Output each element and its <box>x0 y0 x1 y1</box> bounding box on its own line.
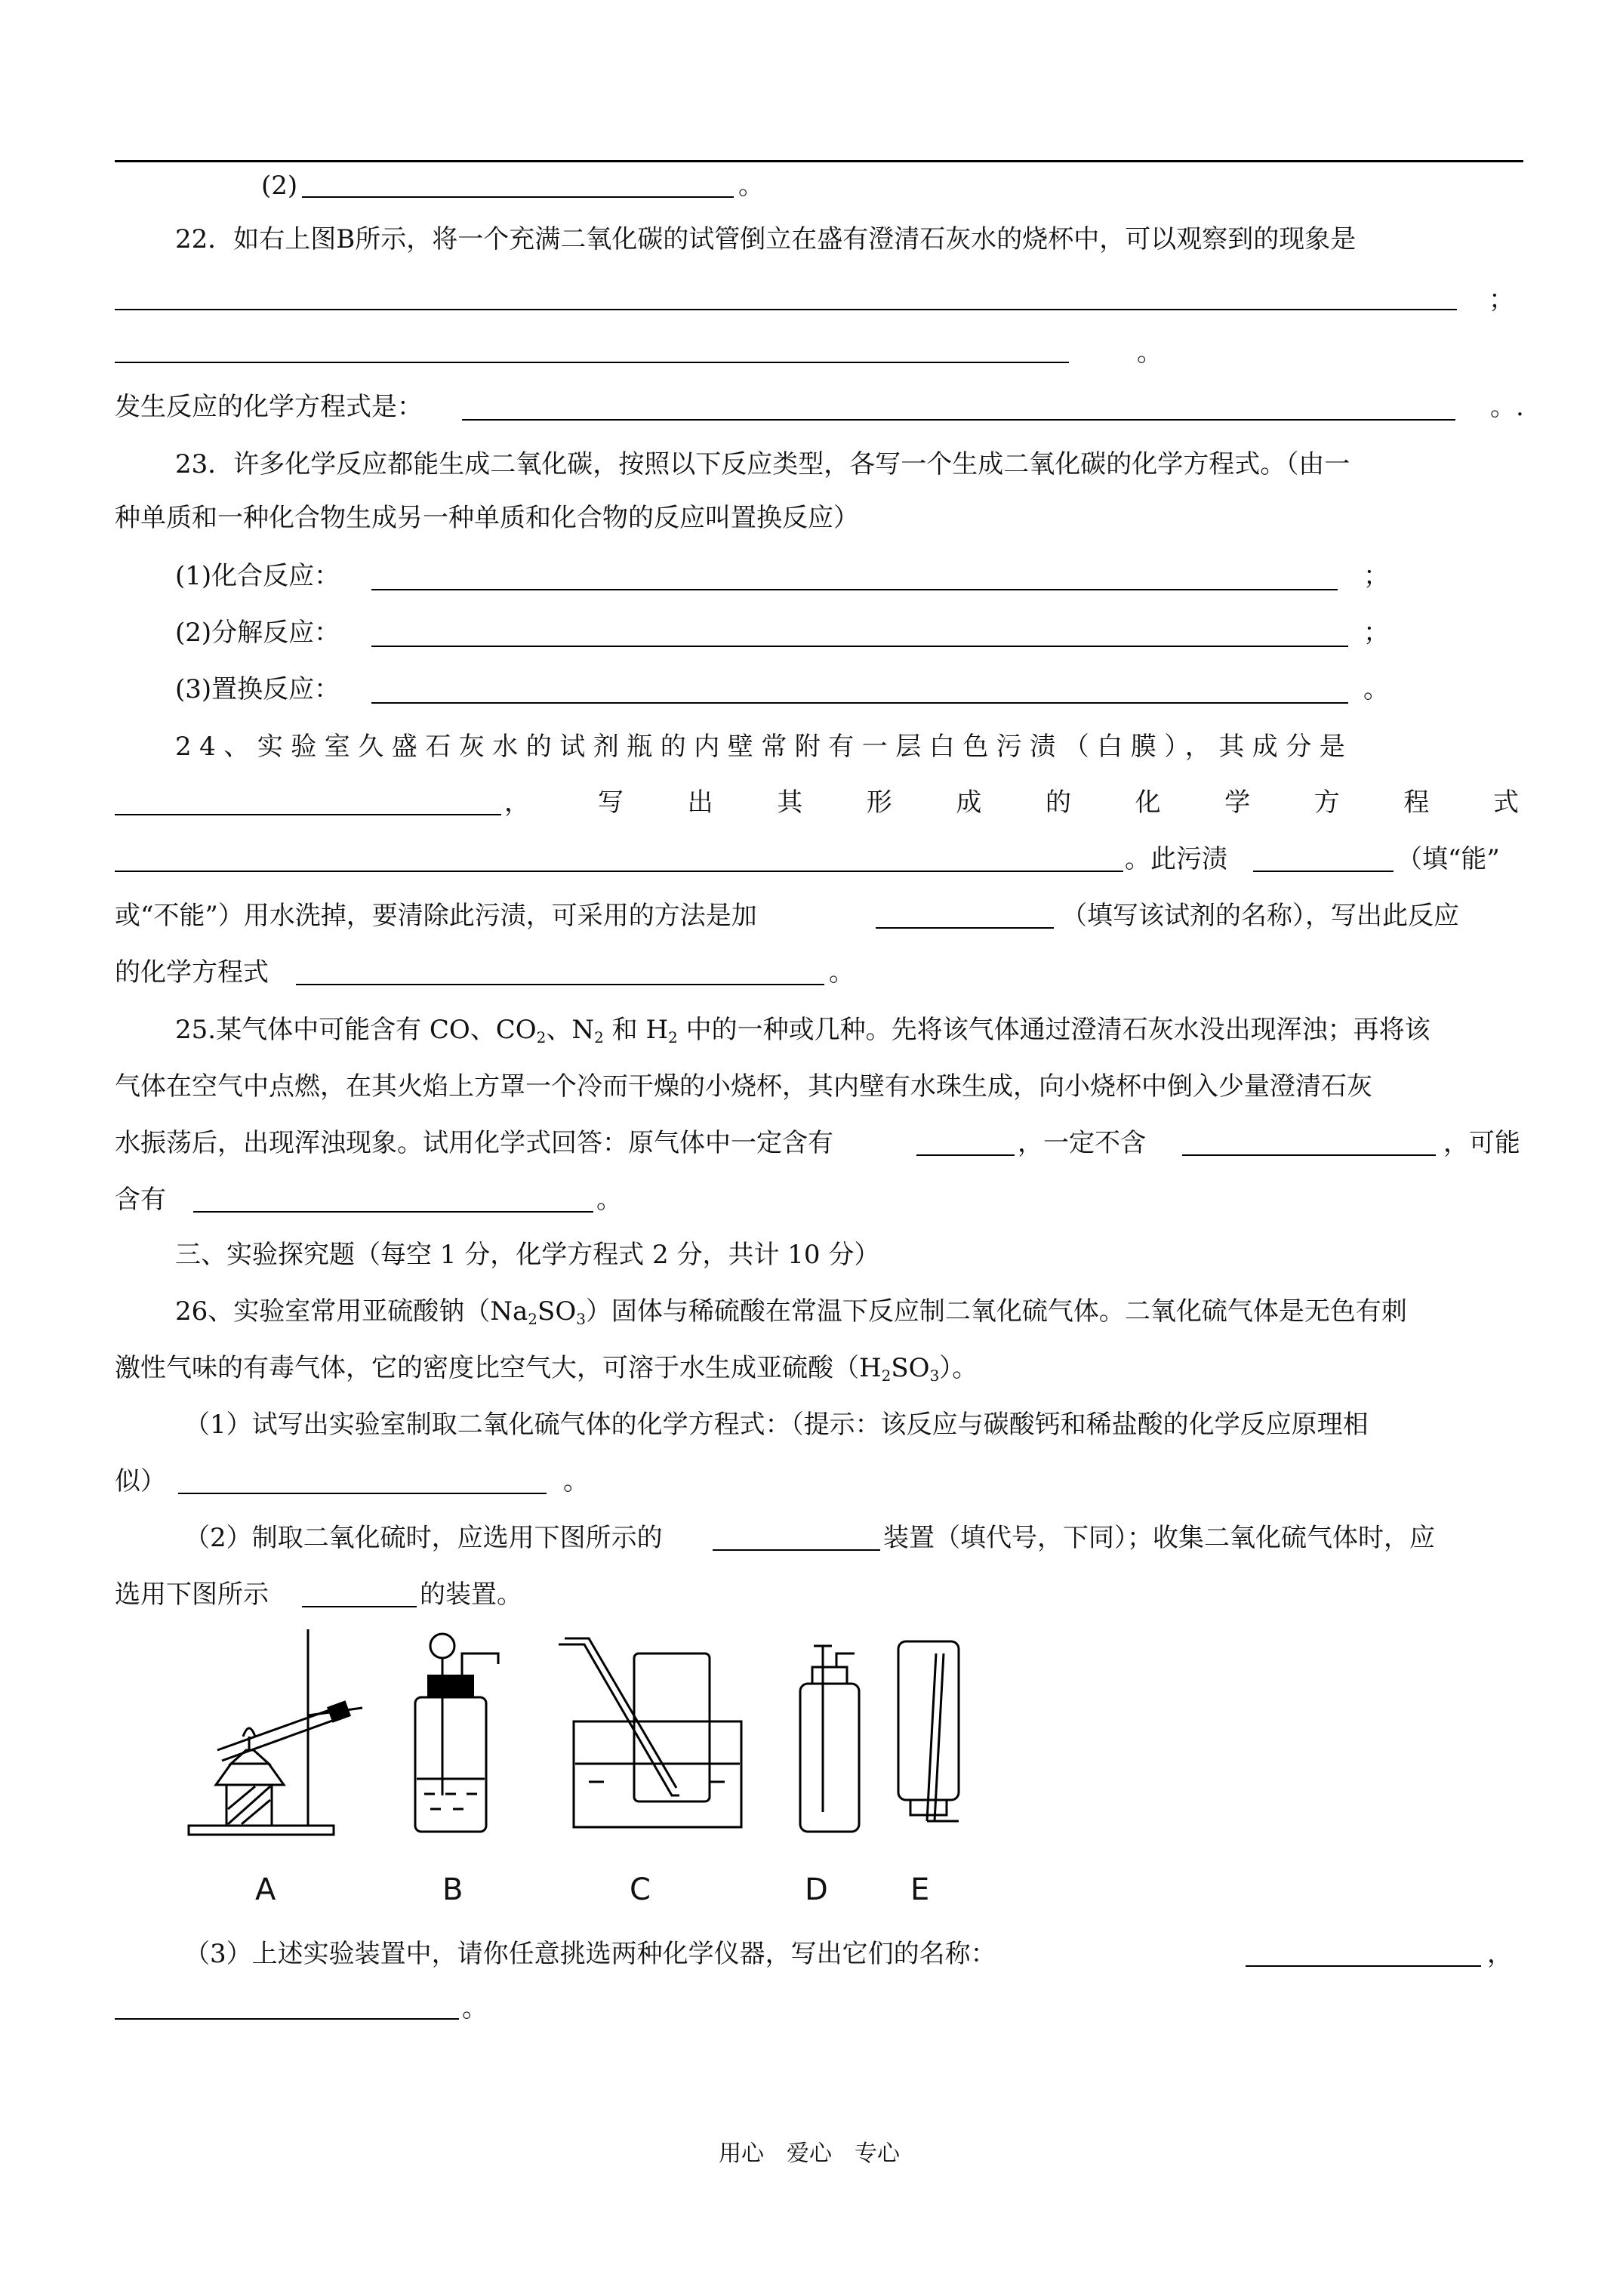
q26-p3-end: 。 <box>462 1993 488 2023</box>
q26-p3-blank-2[interactable] <box>115 2018 459 2020</box>
q26-p2-blank-generate[interactable] <box>713 1549 880 1551</box>
q26-line1-pre: 26、实验室常用亚硫酸钠（Na <box>175 1296 528 1327</box>
q25-line1-post: 中的一种或几种。先将该气体通过澄清石灰水没出现浑浊；再将该 <box>677 1015 1431 1045</box>
q26-p2-line1b: 装置（填代号，下同）；收集二氧化硫气体时，应 <box>883 1523 1435 1553</box>
q25-line3b: ，一定不含 <box>1018 1128 1146 1158</box>
q25-line1-mid2: 和 H <box>603 1015 669 1045</box>
apparatus-figure <box>181 1623 966 1850</box>
q24-word: 程 <box>1403 787 1430 818</box>
q24-word: 化 <box>1135 787 1161 818</box>
q23-line2: 种单质和一种化合物生成另一种单质和化合物的反应叫置换反应） <box>115 503 859 533</box>
q24-word: 成 <box>956 787 982 818</box>
q24-word: 学 <box>1224 787 1251 818</box>
q25-blank-must[interactable] <box>916 1154 1015 1156</box>
q25-line2: 气体在空气中点燃，在其火焰上方罩一个冷而干燥的小烧杯，其内壁有水珠生成，向小烧杯中倒入少量澄清石灰 <box>115 1071 1372 1102</box>
q26-sub: 2 <box>528 1310 538 1328</box>
q26-sub: 2 <box>881 1367 892 1385</box>
q26-line2-pre: 激性气味的有毒气体，它的密度比空气大，可溶于水生成亚硫酸（H <box>115 1353 882 1383</box>
header-rule <box>115 160 1523 162</box>
q24-word: 的 <box>1045 787 1071 818</box>
q22-eq-blank[interactable] <box>462 419 1455 421</box>
q22-eq-label: 发生反应的化学方程式是： <box>115 392 423 422</box>
q23-item1-end: ； <box>1363 561 1389 591</box>
apparatus-e-icon <box>898 1641 959 1821</box>
q24-word: 式 <box>1492 787 1519 818</box>
q21-blank[interactable] <box>302 196 734 198</box>
q26-p2-blank-collect[interactable] <box>302 1606 417 1607</box>
q26-sub: 3 <box>929 1367 940 1385</box>
q25-line3a: 水振荡后，出现浑浊现象。试用化学式回答：原气体中一定含有 <box>115 1128 833 1158</box>
q23-line1: 23．许多化学反应都能生成二氧化碳，按照以下反应类型，各写一个生成二氧化碳的化学方程式。（由一 <box>175 449 1350 479</box>
q24-blank-eq2[interactable] <box>296 984 824 985</box>
q24-word: 写 <box>598 787 624 818</box>
q24-word: 形 <box>866 787 892 818</box>
q22-semicolon: ； <box>1489 285 1514 315</box>
q25-line4: 含有 <box>115 1185 166 1215</box>
q26-p1-end: 。 <box>563 1466 589 1496</box>
q26-p2-line2b: 的装置。 <box>420 1579 522 1610</box>
q24-fill-can: （填“能” <box>1397 844 1500 874</box>
q24-blank-can[interactable] <box>1253 871 1394 872</box>
q24-line4a: 或“不能”）用水洗掉，要清除此污渍，可采用的方法是加 <box>115 901 757 931</box>
q23-item1-label: (1)化合反应： <box>175 561 340 591</box>
q26-p1-line2: 似） <box>115 1466 166 1496</box>
q23-item2-blank[interactable] <box>371 646 1348 647</box>
q24-blank-composition[interactable] <box>115 814 501 815</box>
q22-text: 22．如右上图B所示，将一个充满二氧化碳的试管倒立在盛有澄清石灰水的烧杯中，可以观察到的现象是 <box>175 224 1357 254</box>
q24-dirt-text: 。此污渍 <box>1125 844 1227 874</box>
q25-sub: 2 <box>668 1028 678 1046</box>
q21-end: 。 <box>738 171 764 201</box>
q24-blank-equation[interactable] <box>115 871 1123 872</box>
apparatus-a-icon <box>189 1629 362 1835</box>
q26-line1 <box>175 1296 1407 1328</box>
apparatus-label-d: D <box>805 1872 828 1907</box>
q24-word: 方 <box>1313 787 1340 818</box>
q22-eq-end: 。. <box>1490 392 1524 422</box>
apparatus-b-icon <box>415 1634 498 1832</box>
q26-p3-blank-1[interactable] <box>1246 1965 1481 1967</box>
q24-word: 出 <box>687 787 713 818</box>
q21-part2-label: (2) <box>261 171 298 201</box>
apparatus-c-icon <box>559 1638 741 1827</box>
q26-p2-line2a: 选用下图所示 <box>115 1579 269 1610</box>
apparatus-label-b: B <box>442 1872 463 1907</box>
q26-line2-s: SO <box>891 1353 930 1383</box>
q24-line5: 的化学方程式 <box>115 957 269 988</box>
q24-comma: ， <box>504 787 530 818</box>
q24-line1: 24、实验室久盛石灰水的试剂瓶的内壁常附有一层白色污渍（白膜），其成分是 <box>175 732 1354 762</box>
q24-word: 其 <box>777 787 803 818</box>
apparatus-label-c: C <box>630 1872 651 1907</box>
q25-blank-maybe[interactable] <box>193 1211 593 1213</box>
q22-blank-2[interactable] <box>115 362 1069 363</box>
q26-p3-line1: （3）上述实验装置中，请你任意挑选两种化学仪器，写出它们的名称： <box>184 1939 996 1969</box>
apparatus-label-e: E <box>910 1872 930 1907</box>
q26-line1-s: SO <box>537 1296 577 1327</box>
q23-item2-end: ； <box>1363 618 1389 648</box>
q26-p3-comma: ， <box>1487 1939 1513 1969</box>
q22-period: 。 <box>1137 337 1163 368</box>
q26-p1-line1: （1）试写出实验室制取二氧化硫气体的化学方程式：（提示：该反应与碳酸钙和稀盐酸的化学反应原理相 <box>184 1410 1369 1440</box>
q23-item2-label: (2)分解反应： <box>175 618 340 648</box>
q26-line2 <box>115 1353 978 1385</box>
section3-title: 三、实验探究题（每空 1 分，化学方程式 2 分，共计 10 分） <box>175 1240 880 1270</box>
q24-line4b: （填写该试剂的名称），写出此反应 <box>1061 901 1459 931</box>
q24-blank-reagent[interactable] <box>876 927 1054 929</box>
q26-p1-blank[interactable] <box>178 1493 547 1494</box>
apparatus-label-a: A <box>255 1872 276 1907</box>
q25-line1-pre: 25.某气体中可能含有 CO、CO <box>175 1015 537 1045</box>
q26-sub: 3 <box>576 1310 586 1328</box>
page-footer: 用心 爱心 专心 <box>719 2140 900 2167</box>
q25-line3c: ，可能 <box>1443 1128 1520 1158</box>
q26-line2-post: ）。 <box>939 1353 978 1383</box>
q23-item3-end: 。 <box>1363 674 1389 704</box>
q23-item3-label: (3)置换反应： <box>175 674 340 704</box>
q26-p2-line1a: （2）制取二氧化硫时，应选用下图所示的 <box>184 1523 663 1553</box>
q25-sub: 2 <box>536 1028 547 1046</box>
q25-sub: 2 <box>594 1028 604 1046</box>
q23-item3-blank[interactable] <box>371 702 1348 704</box>
q25-end: 。 <box>596 1185 622 1215</box>
q25-blank-not[interactable] <box>1182 1154 1436 1156</box>
q24-end: 。 <box>829 957 855 988</box>
q22-blank-1[interactable] <box>115 309 1457 310</box>
q26-line1-post: ）固体与稀硫酸在常温下反应制二氧化硫气体。二氧化硫气体是无色有刺 <box>585 1296 1407 1327</box>
apparatus-d-icon <box>800 1646 859 1832</box>
q25-line1 <box>175 1015 1431 1046</box>
q25-line1-mid1: 、N <box>546 1015 595 1045</box>
q23-item1-blank[interactable] <box>371 589 1338 590</box>
q24-spread-line <box>598 787 1519 818</box>
